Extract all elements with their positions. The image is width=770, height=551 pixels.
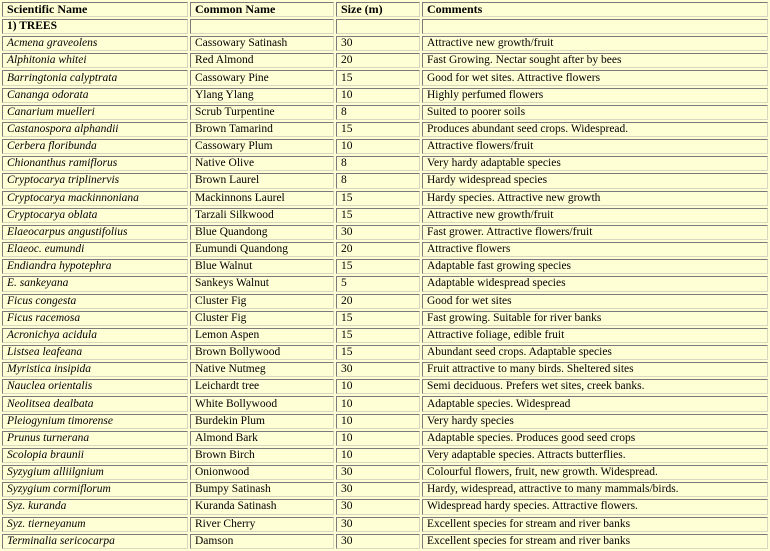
common-name-cell: Damson — [190, 534, 334, 549]
size-cell: 30 — [336, 225, 420, 240]
table-row — [2, 139, 768, 154]
table-row — [2, 122, 768, 137]
comments-cell: Adaptable species. Produces good seed crops — [422, 431, 768, 446]
table-row — [2, 328, 768, 343]
size-cell: 20 — [336, 242, 420, 257]
table-row — [2, 517, 768, 532]
section-label: 1) TREES — [2, 19, 188, 34]
common-name-cell: Native Olive — [190, 156, 334, 171]
common-name-cell: Tarzali Silkwood — [190, 208, 334, 223]
comments-cell: Produces abundant seed crops. Widespread. — [422, 122, 768, 137]
common-name-cell: Blue Quandong — [190, 225, 334, 240]
scientific-name-cell: Cryptocarya triplinervis — [2, 173, 188, 188]
scientific-name-cell: Cananga odorata — [2, 88, 188, 103]
comments-cell: Very hardy adaptable species — [422, 156, 768, 171]
table-row — [2, 482, 768, 497]
table-row — [2, 379, 768, 394]
comments-cell: Colourful flowers, fruit, new growth. Widespread. — [422, 465, 768, 480]
scientific-name-cell: Terminalia sericocarpa — [2, 534, 188, 549]
scientific-name-cell: Acronichya acidula — [2, 328, 188, 343]
size-cell: 30 — [336, 36, 420, 51]
header-size: Size (m) — [336, 2, 420, 17]
scientific-name-cell: Nauclea orientalis — [2, 379, 188, 394]
comments-cell: Widespread hardy species. Attractive flowers. — [422, 499, 768, 514]
common-name-cell: Brown Bollywood — [190, 345, 334, 360]
common-name-cell: Almond Bark — [190, 431, 334, 446]
size-cell: 30 — [336, 534, 420, 549]
size-cell: 10 — [336, 448, 420, 463]
common-name-cell: Eumundi Quandong — [190, 242, 334, 257]
comments-cell: Highly perfumed flowers — [422, 88, 768, 103]
table-row — [2, 294, 768, 309]
scientific-name-cell: Canarium muelleri — [2, 105, 188, 120]
comments-cell: Hardy widespread species — [422, 173, 768, 188]
scientific-name-cell: Chionanthus ramiflorus — [2, 156, 188, 171]
common-name-cell: Brown Tamarind — [190, 122, 334, 137]
scientific-name-cell: Cerbera floribunda — [2, 139, 188, 154]
scientific-name-cell: Listsea leafeana — [2, 345, 188, 360]
comments-cell: Very hardy species — [422, 414, 768, 429]
size-cell: 10 — [336, 431, 420, 446]
common-name-cell: Burdekin Plum — [190, 414, 334, 429]
size-cell: 30 — [336, 517, 420, 532]
comments-cell: Adaptable widespread species — [422, 276, 768, 291]
table-row — [2, 88, 768, 103]
size-cell: 10 — [336, 379, 420, 394]
size-cell: 30 — [336, 482, 420, 497]
comments-cell: Excellent species for stream and river banks — [422, 517, 768, 532]
common-name-cell: Cassowary Satinash — [190, 36, 334, 51]
comments-cell: Hardy, widespread, attractive to many mammals/birds. — [422, 482, 768, 497]
header-common-name: Common Name — [190, 2, 334, 17]
comments-cell: Good for wet sites. Attractive flowers — [422, 70, 768, 85]
scientific-name-cell: Prunus turnerana — [2, 431, 188, 446]
section-row — [2, 19, 768, 34]
common-name-cell: Brown Laurel — [190, 173, 334, 188]
table-row — [2, 499, 768, 514]
section-empty-cell — [190, 19, 334, 34]
comments-cell: Hardy species. Attractive new growth — [422, 191, 768, 206]
common-name-cell: Red Almond — [190, 53, 334, 68]
common-name-cell: River Cherry — [190, 517, 334, 532]
size-cell: 15 — [336, 70, 420, 85]
common-name-cell: Cluster Fig — [190, 294, 334, 309]
comments-cell: Attractive new growth/fruit — [422, 36, 768, 51]
comments-cell: Good for wet sites — [422, 294, 768, 309]
comments-cell: Attractive foliage, edible fruit — [422, 328, 768, 343]
scientific-name-cell: Barringtonia calyptrata — [2, 70, 188, 85]
comments-cell: Fast grower. Attractive flowers/fruit — [422, 225, 768, 240]
comments-cell: Adaptable fast growing species — [422, 259, 768, 274]
table-row — [2, 259, 768, 274]
size-cell: 30 — [336, 362, 420, 377]
comments-cell: Attractive new growth/fruit — [422, 208, 768, 223]
comments-cell: Semi deciduous. Prefers wet sites, creek banks. — [422, 379, 768, 394]
table-row — [2, 345, 768, 360]
table-body — [2, 19, 768, 549]
table-row — [2, 431, 768, 446]
comments-cell: Fruit attractive to many birds. Sheltered sites — [422, 362, 768, 377]
common-name-cell: Kuranda Satinash — [190, 499, 334, 514]
scientific-name-cell: Pleiogynium timorense — [2, 414, 188, 429]
header-comments: Comments — [422, 2, 768, 17]
common-name-cell: Brown Birch — [190, 448, 334, 463]
scientific-name-cell: Syz. kuranda — [2, 499, 188, 514]
table-row — [2, 53, 768, 68]
table-row — [2, 534, 768, 549]
common-name-cell: Cassowary Plum — [190, 139, 334, 154]
comments-cell: Abundant seed crops. Adaptable species — [422, 345, 768, 360]
scientific-name-cell: Ficus congesta — [2, 294, 188, 309]
scientific-name-cell: Scolopia braunii — [2, 448, 188, 463]
common-name-cell: Sankeys Walnut — [190, 276, 334, 291]
common-name-cell: Mackinnons Laurel — [190, 191, 334, 206]
common-name-cell: Lemon Aspen — [190, 328, 334, 343]
scientific-name-cell: E. sankeyana — [2, 276, 188, 291]
comments-cell: Attractive flowers — [422, 242, 768, 257]
scientific-name-cell: Myristica insipida — [2, 362, 188, 377]
common-name-cell: Bumpy Satinash — [190, 482, 334, 497]
common-name-cell: Ylang Ylang — [190, 88, 334, 103]
scientific-name-cell: Elaeoc. eumundi — [2, 242, 188, 257]
table-row — [2, 156, 768, 171]
size-cell: 10 — [336, 88, 420, 103]
common-name-cell: Cassowary Pine — [190, 70, 334, 85]
scientific-name-cell: Neolitsea dealbata — [2, 396, 188, 411]
size-cell: 15 — [336, 122, 420, 137]
size-cell: 8 — [336, 156, 420, 171]
size-cell: 15 — [336, 208, 420, 223]
scientific-name-cell: Alphitonia whitei — [2, 53, 188, 68]
size-cell: 15 — [336, 345, 420, 360]
size-cell: 20 — [336, 53, 420, 68]
table-row — [2, 465, 768, 480]
table-row — [2, 70, 768, 85]
table-row — [2, 173, 768, 188]
common-name-cell: Onionwood — [190, 465, 334, 480]
size-cell: 20 — [336, 294, 420, 309]
table-row — [2, 276, 768, 291]
scientific-name-cell: Syzygium alliilgnium — [2, 465, 188, 480]
size-cell: 15 — [336, 328, 420, 343]
comments-cell: Adaptable species. Widespread — [422, 396, 768, 411]
table-row — [2, 36, 768, 51]
section-empty-cell — [422, 19, 768, 34]
size-cell: 30 — [336, 499, 420, 514]
comments-cell: Excellent species for stream and river banks — [422, 534, 768, 549]
table-row — [2, 105, 768, 120]
table-row — [2, 242, 768, 257]
comments-cell: Very adaptable species. Attracts butterflies. — [422, 448, 768, 463]
table-row — [2, 396, 768, 411]
scientific-name-cell: Acmena graveolens — [2, 36, 188, 51]
table-row — [2, 208, 768, 223]
size-cell: 8 — [336, 173, 420, 188]
comments-cell: Suited to poorer soils — [422, 105, 768, 120]
common-name-cell: White Bollywood — [190, 396, 334, 411]
size-cell: 30 — [336, 465, 420, 480]
scientific-name-cell: Syzygium cormiflorum — [2, 482, 188, 497]
size-cell: 5 — [336, 276, 420, 291]
scientific-name-cell: Ficus racemosa — [2, 311, 188, 326]
common-name-cell: Cluster Fig — [190, 311, 334, 326]
size-cell: 15 — [336, 191, 420, 206]
scientific-name-cell: Syz. tierneyanum — [2, 517, 188, 532]
common-name-cell: Scrub Turpentine — [190, 105, 334, 120]
comments-cell: Fast Growing. Nectar sought after by bees — [422, 53, 768, 68]
scientific-name-cell: Castanospora alphandii — [2, 122, 188, 137]
common-name-cell: Native Nutmeg — [190, 362, 334, 377]
size-cell: 10 — [336, 414, 420, 429]
size-cell: 15 — [336, 259, 420, 274]
common-name-cell: Blue Walnut — [190, 259, 334, 274]
scientific-name-cell: Cryptocarya mackinnoniana — [2, 191, 188, 206]
table-row — [2, 414, 768, 429]
header-row — [2, 2, 768, 17]
table-row — [2, 311, 768, 326]
table-row — [2, 448, 768, 463]
section-empty-cell — [336, 19, 420, 34]
header-scientific-name: Scientific Name — [2, 2, 188, 17]
size-cell: 15 — [336, 311, 420, 326]
table-row — [2, 191, 768, 206]
table-row — [2, 362, 768, 377]
size-cell: 10 — [336, 396, 420, 411]
scientific-name-cell: Cryptocarya oblata — [2, 208, 188, 223]
scientific-name-cell: Endiandra hypotephra — [2, 259, 188, 274]
size-cell: 8 — [336, 105, 420, 120]
common-name-cell: Leichardt tree — [190, 379, 334, 394]
scientific-name-cell: Elaeocarpus angustifolius — [2, 225, 188, 240]
comments-cell: Fast growing. Suitable for river banks — [422, 311, 768, 326]
comments-cell: Attractive flowers/fruit — [422, 139, 768, 154]
size-cell: 10 — [336, 139, 420, 154]
table-row — [2, 225, 768, 240]
